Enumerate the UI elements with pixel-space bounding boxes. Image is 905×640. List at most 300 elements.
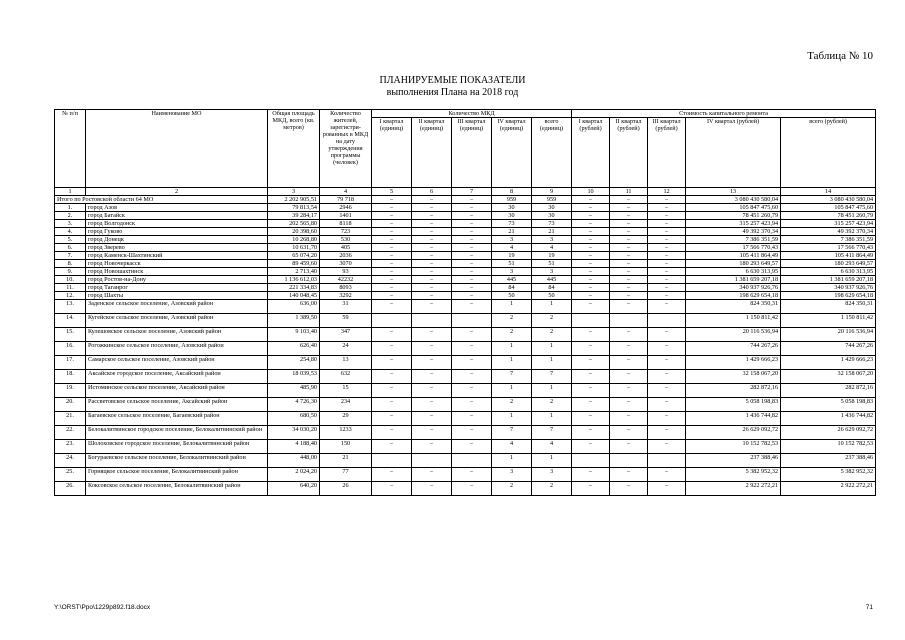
table-cell: 7: [532, 426, 572, 440]
municipality-name: город Новошахтинск: [86, 268, 268, 276]
table-cell: 12.: [55, 292, 86, 300]
table-cell: 2 202 905,51: [268, 196, 320, 204]
table-cell: 5.: [55, 236, 86, 244]
table-cell: –: [372, 300, 412, 314]
column-number: 12: [648, 188, 686, 196]
table-cell: –: [648, 204, 686, 212]
table-cell: –: [372, 260, 412, 268]
table-cell: –: [452, 370, 492, 384]
table-cell: –: [412, 196, 452, 204]
table-cell: 10 152 782,53: [781, 440, 876, 454]
table-cell: –: [452, 292, 492, 300]
table-cell: –: [372, 212, 412, 220]
table-cell: 22.: [55, 426, 86, 440]
table-row: [55, 276, 876, 284]
column-number: 14: [781, 188, 876, 196]
table-cell: 24: [320, 342, 372, 356]
table-cell: 84: [492, 284, 532, 292]
table-cell: –: [452, 196, 492, 204]
table-cell: –: [572, 204, 610, 212]
table-cell: –: [648, 342, 686, 356]
table-cell: 485,90: [268, 384, 320, 398]
document-subtitle: выполнения Плана на 2018 год: [386, 87, 519, 98]
municipality-name: город Гуково: [86, 228, 268, 236]
table-cell: 65 074,20: [268, 252, 320, 260]
table-cell: 20 116 536,94: [686, 328, 781, 342]
table-cell: –: [648, 384, 686, 398]
table-cell: –: [412, 236, 452, 244]
total-label: Итого по Ростовской области 64 МО: [55, 196, 268, 204]
table-cell: 73: [492, 220, 532, 228]
table-row: [55, 370, 876, 384]
table-row: [55, 440, 876, 454]
table-row: [55, 328, 876, 342]
table-cell: 10 152 782,53: [686, 440, 781, 454]
municipality-name: Рассветовское сельское поселение, Аксайский район: [86, 398, 268, 412]
table-cell: 282 872,16: [686, 384, 781, 398]
table-cell: –: [572, 236, 610, 244]
table-cell: –: [452, 268, 492, 276]
table-cell: –: [572, 268, 610, 276]
table-cell: 7.: [55, 252, 86, 260]
table-row: [55, 236, 876, 244]
municipality-name: Горняцкое сельское поселение, Белокалитвинский район: [86, 468, 268, 482]
table-cell: 237 388,46: [781, 454, 876, 468]
table-cell: –: [372, 228, 412, 236]
document-title: ПЛАНИРУЕМЫЕ ПОКАЗАТЕЛИ: [379, 75, 526, 86]
table-cell: –: [610, 292, 648, 300]
table-cell: –: [610, 384, 648, 398]
table-cell: –: [452, 212, 492, 220]
table-cell: –: [412, 252, 452, 260]
table-cell: –: [648, 228, 686, 236]
table-cell: [648, 454, 686, 468]
table-cell: 1 429 666,23: [781, 356, 876, 370]
table-row: [55, 356, 876, 370]
table-cell: 445: [532, 276, 572, 284]
table-cell: 3: [492, 468, 532, 482]
table-cell: 105 411 864,49: [781, 252, 876, 260]
municipality-name: Заденское сельское поселение, Азовский район: [86, 300, 268, 314]
table-cell: –: [412, 398, 452, 412]
table-cell: 632: [320, 370, 372, 384]
table-cell: 11.: [55, 284, 86, 292]
table-cell: –: [572, 300, 610, 314]
table-cell: 3: [532, 268, 572, 276]
table-cell: 105 847 475,60: [686, 204, 781, 212]
table-cell: 19: [492, 252, 532, 260]
table-cell: 234: [320, 398, 372, 412]
table-cell: –: [610, 300, 648, 314]
table-cell: –: [648, 244, 686, 252]
indicators-table: [54, 109, 876, 496]
table-cell: –: [372, 220, 412, 228]
table-row: [55, 228, 876, 236]
table-cell: 39 284,17: [268, 212, 320, 220]
table-cell: –: [610, 284, 648, 292]
table-cell: –: [452, 468, 492, 482]
table-cell: 93: [320, 268, 372, 276]
table-cell: 17 566 770,43: [781, 244, 876, 252]
table-cell: 7 386 351,59: [686, 236, 781, 244]
table-cell: –: [412, 212, 452, 220]
table-cell: 15: [320, 384, 372, 398]
table-cell: 254,80: [268, 356, 320, 370]
table-cell: –: [648, 440, 686, 454]
table-cell: 20 116 536,94: [781, 328, 876, 342]
table-cell: –: [648, 220, 686, 228]
table-row: [55, 252, 876, 260]
table-row: [55, 220, 876, 228]
table-cell: 15.: [55, 328, 86, 342]
table-cell: –: [572, 384, 610, 398]
table-cell: 340 937 926,76: [686, 284, 781, 292]
table-cell: –: [452, 204, 492, 212]
header-q2-units: II квартал (единиц): [412, 118, 452, 188]
table-cell: –: [372, 204, 412, 212]
table-cell: 221 334,83: [268, 284, 320, 292]
municipality-name: Кулешовское сельское поселение, Азовский район: [86, 328, 268, 342]
table-cell: 723: [320, 228, 372, 236]
table-cell: 105 847 475,60: [781, 204, 876, 212]
table-cell: [610, 454, 648, 468]
table-cell: 824 350,31: [686, 300, 781, 314]
table-cell: –: [610, 398, 648, 412]
table-cell: [412, 454, 452, 468]
table-cell: 30: [532, 204, 572, 212]
table-cell: 1: [532, 412, 572, 426]
table-cell: –: [452, 220, 492, 228]
table-cell: 5 382 952,32: [781, 468, 876, 482]
table-cell: 4 726,30: [268, 398, 320, 412]
table-cell: 2: [492, 398, 532, 412]
table-cell: –: [412, 228, 452, 236]
table-cell: 198 629 654,18: [781, 292, 876, 300]
table-cell: –: [648, 398, 686, 412]
table-cell: –: [412, 440, 452, 454]
table-cell: 1: [492, 342, 532, 356]
table-cell: –: [610, 260, 648, 268]
table-cell: 340 937 926,76: [781, 284, 876, 292]
table-row: [55, 482, 876, 496]
table-cell: –: [572, 220, 610, 228]
table-cell: 2.: [55, 212, 86, 220]
table-cell: 4.: [55, 228, 86, 236]
table-cell: 29: [320, 412, 372, 426]
table-cell: –: [648, 300, 686, 314]
table-cell: –: [572, 292, 610, 300]
header-residents: Количество жителей, зарегистри-рованных в МКД на дату утверждения программы (человек): [320, 110, 372, 188]
table-cell: –: [572, 244, 610, 252]
table-cell: –: [648, 252, 686, 260]
table-cell: –: [452, 426, 492, 440]
table-cell: –: [610, 236, 648, 244]
table-cell: 73: [532, 220, 572, 228]
table-cell: –: [372, 328, 412, 342]
table-cell: 16.: [55, 342, 86, 356]
table-cell: –: [372, 356, 412, 370]
table-cell: 79 813,54: [268, 204, 320, 212]
table-cell: –: [572, 356, 610, 370]
column-number: 13: [686, 188, 781, 196]
table-cell: –: [648, 260, 686, 268]
table-cell: –: [412, 356, 452, 370]
table-cell: 78 451 260,79: [781, 212, 876, 220]
table-cell: 4: [492, 244, 532, 252]
table-cell: 50: [532, 292, 572, 300]
table-cell: –: [372, 468, 412, 482]
header-name: Наименование МО: [86, 110, 268, 188]
table-row: [55, 284, 876, 292]
table-cell: –: [452, 342, 492, 356]
table-cell: –: [572, 412, 610, 426]
table-cell: 14.: [55, 314, 86, 328]
table-cell: –: [610, 356, 648, 370]
table-cell: 3: [532, 236, 572, 244]
table-cell: 5 058 198,83: [686, 398, 781, 412]
table-cell: 315 257 423,94: [781, 220, 876, 228]
table-row: [55, 300, 876, 314]
table-cell: 32 158 067,20: [781, 370, 876, 384]
table-cell: 626,40: [268, 342, 320, 356]
table-cell: 1 429 666,23: [686, 356, 781, 370]
table-cell: –: [412, 384, 452, 398]
table-cell: 2: [532, 314, 572, 328]
table-cell: 21: [492, 228, 532, 236]
table-cell: 744 267,26: [686, 342, 781, 356]
table-cell: 20 398,60: [268, 228, 320, 236]
table-cell: 51: [532, 260, 572, 268]
table-cell: –: [648, 236, 686, 244]
table-cell: 9.: [55, 268, 86, 276]
table-cell: 140 048,45: [268, 292, 320, 300]
table-cell: 8.: [55, 260, 86, 268]
table-cell: –: [648, 412, 686, 426]
municipality-name: город Новочеркасск: [86, 260, 268, 268]
table-cell: –: [412, 328, 452, 342]
table-cell: 49 392 370,34: [686, 228, 781, 236]
table-row: [55, 212, 876, 220]
table-cell: –: [648, 284, 686, 292]
header-q4-units: IV квартал (единиц): [492, 118, 532, 188]
municipality-name: город Азов: [86, 204, 268, 212]
table-cell: 13: [320, 356, 372, 370]
table-cell: –: [648, 212, 686, 220]
column-number-row: [55, 188, 876, 196]
column-number: 8: [492, 188, 532, 196]
table-cell: 3292: [320, 292, 372, 300]
header-row-top: [55, 110, 876, 118]
table-cell: 824 350,31: [781, 300, 876, 314]
table-cell: 3.: [55, 220, 86, 228]
table-cell: –: [412, 342, 452, 356]
municipality-name: город Каменск-Шахтинский: [86, 252, 268, 260]
municipality-name: город Волгодонск: [86, 220, 268, 228]
table-cell: 77: [320, 468, 372, 482]
table-cell: –: [610, 440, 648, 454]
table-cell: 2036: [320, 252, 372, 260]
table-cell: 6.: [55, 244, 86, 252]
municipality-name: город Зверево: [86, 244, 268, 252]
table-cell: –: [412, 292, 452, 300]
table-cell: –: [610, 228, 648, 236]
column-number: 3: [268, 188, 320, 196]
table-cell: –: [372, 412, 412, 426]
table-cell: –: [572, 284, 610, 292]
table-cell: –: [412, 482, 452, 496]
table-cell: 1 150 811,42: [781, 314, 876, 328]
table-cell: 959: [492, 196, 532, 204]
municipality-name: Самарское сельское поселение, Азовский район: [86, 356, 268, 370]
table-cell: –: [572, 212, 610, 220]
column-number: 7: [452, 188, 492, 196]
table-cell: –: [452, 300, 492, 314]
table-cell: 1: [492, 384, 532, 398]
municipality-name: Рогожкинское сельское поселение, Азовский район: [86, 342, 268, 356]
table-cell: 7: [532, 370, 572, 384]
header-num: № п/п: [55, 110, 86, 188]
table-cell: 180 293 649,57: [781, 260, 876, 268]
table-cell: 2: [492, 482, 532, 496]
table-cell: 89 459,60: [268, 260, 320, 268]
footer-page-number: 71: [865, 604, 873, 611]
table-cell: 4: [532, 244, 572, 252]
table-cell: –: [572, 468, 610, 482]
table-cell: 30: [492, 204, 532, 212]
table-cell: 24.: [55, 454, 86, 468]
table-cell: 6 630 313,95: [686, 268, 781, 276]
table-cell: 18.: [55, 370, 86, 384]
table-cell: 448,00: [268, 454, 320, 468]
header-repair-cost: Стоимость капитального ремонта: [572, 110, 876, 118]
table-cell: –: [610, 412, 648, 426]
table-cell: –: [452, 236, 492, 244]
table-cell: 315 257 423,94: [686, 220, 781, 228]
table-cell: 3 080 430 580,04: [781, 196, 876, 204]
table-cell: 42232: [320, 276, 372, 284]
table-cell: 1 436 744,82: [686, 412, 781, 426]
table-cell: 1 389,50: [268, 314, 320, 328]
table-cell: 8093: [320, 284, 372, 292]
table-cell: 530: [320, 236, 372, 244]
table-cell: 3 080 430 580,04: [686, 196, 781, 204]
table-cell: [572, 454, 610, 468]
header-area: Общая площадь МКД, всего (кв. метров): [268, 110, 320, 188]
table-cell: 26.: [55, 482, 86, 496]
table-cell: –: [452, 252, 492, 260]
table-cell: –: [372, 236, 412, 244]
table-cell: 78 451 260,79: [686, 212, 781, 220]
table-cell: –: [452, 398, 492, 412]
table-cell: –: [572, 342, 610, 356]
table-cell: 2 922 272,21: [781, 482, 876, 496]
table-cell: 30: [492, 212, 532, 220]
table-cell: 19: [532, 252, 572, 260]
table-cell: 2: [532, 482, 572, 496]
table-row: [55, 398, 876, 412]
table-cell: 2 713,40: [268, 268, 320, 276]
table-cell: –: [372, 292, 412, 300]
table-cell: 180 293 649,57: [686, 260, 781, 268]
table-row: [55, 384, 876, 398]
table-cell: –: [572, 276, 610, 284]
table-cell: –: [412, 268, 452, 276]
table-row: [55, 268, 876, 276]
table-cell: –: [372, 398, 412, 412]
table-cell: 13.: [55, 300, 86, 314]
table-cell: 1: [492, 356, 532, 370]
table-cell: 202 565,80: [268, 220, 320, 228]
table-cell: –: [610, 342, 648, 356]
header-total-units: всего (единиц): [532, 118, 572, 188]
table-cell: 1: [532, 342, 572, 356]
table-cell: [452, 454, 492, 468]
table-cell: –: [610, 268, 648, 276]
column-number: 2: [86, 188, 268, 196]
table-number-label: Таблица № 10: [807, 50, 873, 62]
table-cell: 1401: [320, 212, 372, 220]
table-cell: –: [452, 384, 492, 398]
table-cell: 1: [532, 384, 572, 398]
header-mkd-count: Количество МКД: [372, 110, 572, 118]
header-total-rub: всего (рублей): [781, 118, 876, 188]
table-cell: –: [412, 300, 452, 314]
table-cell: 282 872,16: [781, 384, 876, 398]
table-cell: –: [412, 284, 452, 292]
table-row: [55, 204, 876, 212]
table-cell: –: [412, 220, 452, 228]
column-number: 11: [610, 188, 648, 196]
header-q1-rub: I квартал (рублей): [572, 118, 610, 188]
table-cell: –: [372, 440, 412, 454]
table-cell: –: [572, 370, 610, 384]
table-cell: –: [412, 260, 452, 268]
table-cell: 1 436 744,82: [781, 412, 876, 426]
table-row: [55, 260, 876, 268]
table-cell: 21: [532, 228, 572, 236]
table-cell: 1233: [320, 426, 372, 440]
table-cell: –: [648, 268, 686, 276]
table-cell: 1 381 659 207,18: [781, 276, 876, 284]
table-cell: 7: [492, 426, 532, 440]
header-q3-rub: III квартал (рублей): [648, 118, 686, 188]
table-cell: 25.: [55, 468, 86, 482]
table-cell: –: [452, 228, 492, 236]
table-cell: –: [372, 276, 412, 284]
table-cell: –: [572, 328, 610, 342]
table-row: [55, 342, 876, 356]
table-cell: –: [372, 384, 412, 398]
table-cell: –: [412, 370, 452, 384]
table-cell: 445: [492, 276, 532, 284]
table-cell: –: [610, 276, 648, 284]
table-cell: 1.: [55, 204, 86, 212]
table-cell: 6 630 313,95: [781, 268, 876, 276]
table-cell: –: [452, 440, 492, 454]
table-cell: –: [610, 212, 648, 220]
table-row: [55, 468, 876, 482]
table-cell: 405: [320, 244, 372, 252]
table-cell: [648, 314, 686, 328]
table-cell: 2 922 272,21: [686, 482, 781, 496]
header-q1-units: I квартал (единиц): [372, 118, 412, 188]
table-cell: 51: [492, 260, 532, 268]
header-q4-rub: IV квартал (рублей): [686, 118, 781, 188]
table-cell: 20.: [55, 398, 86, 412]
table-cell: 10.: [55, 276, 86, 284]
table-cell: –: [648, 276, 686, 284]
table-cell: [372, 454, 412, 468]
